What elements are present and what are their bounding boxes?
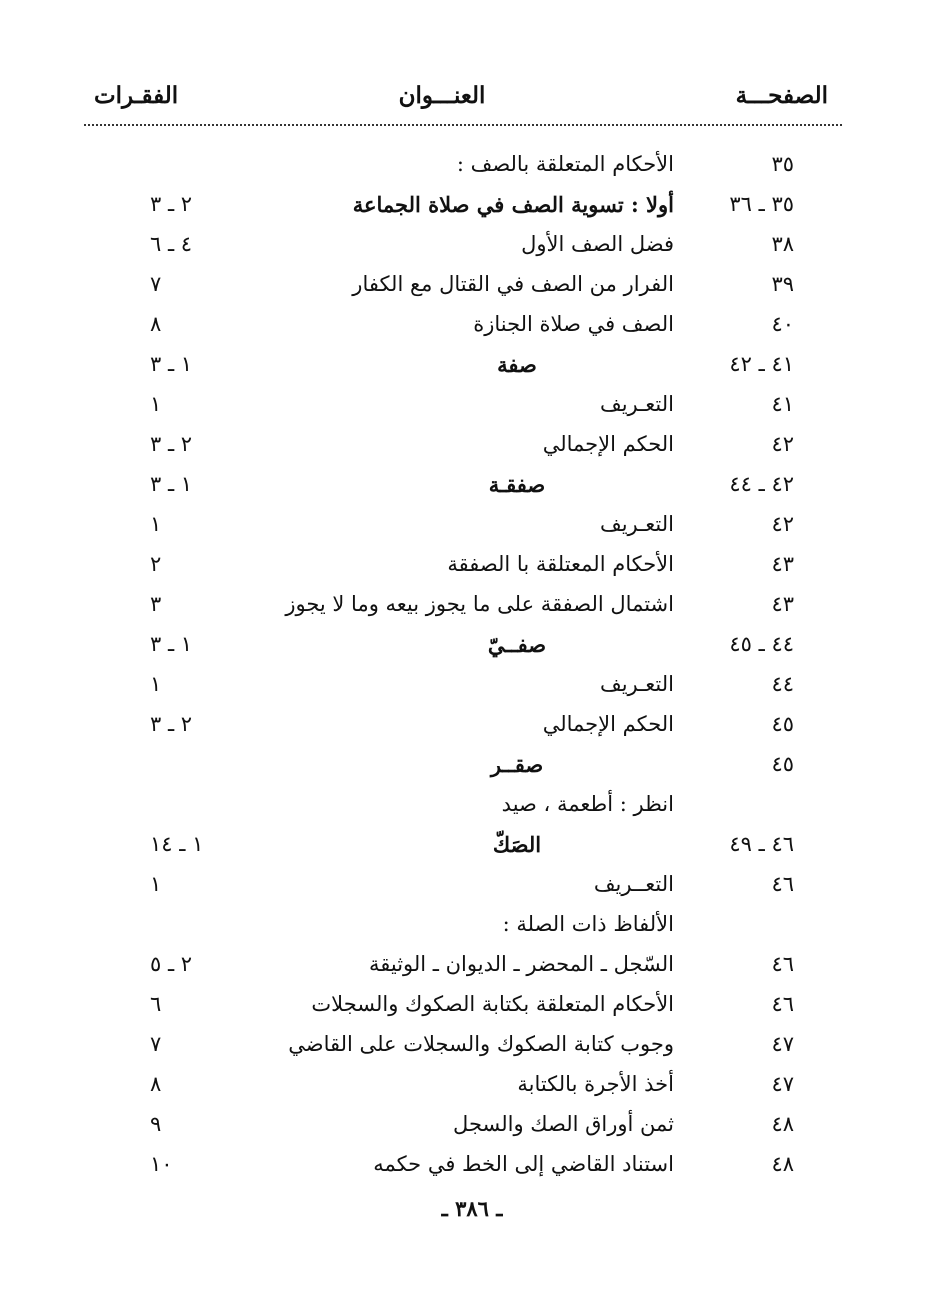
row-paragraphs: ١ [150,512,162,536]
page-number: ـ ٣٨٦ ـ [441,1196,503,1221]
index-table [0,146,944,1186]
row-page-number: ٤٧ [771,1032,794,1056]
row-title: الصف في صلاة الجنازة [473,312,674,336]
row-page-number: ٤٨ [771,1152,794,1176]
row-paragraphs: ٢ ـ ٣ [150,432,193,456]
row-page-number: ٤٤ ـ ٤٥ [729,632,794,656]
row-paragraphs: ٩ [150,1112,162,1136]
table-row [0,1026,944,1066]
header-title-text: العنـــوان [398,82,486,109]
row-paragraphs: ١٠ [150,1152,173,1176]
table-row [0,706,944,746]
row-paragraphs: ١ ـ ٣ [150,472,193,496]
row-paragraphs: ٨ [150,312,162,336]
row-title: السّجل ـ المحضر ـ الديوان ـ الوثيقة [368,952,674,976]
row-paragraphs: ٦ [150,992,162,1016]
table-row [0,746,944,786]
table-row [0,586,944,626]
row-paragraphs: ١ ـ ٣ [150,352,193,376]
table-row [0,826,944,866]
table-row [0,346,944,386]
row-title: الفرار من الصف في القتال مع الكفار [352,272,674,296]
row-title: الأحكام المتعلقة بكتابة الصكوك والسجلات [311,992,674,1016]
row-title: التعـريف [599,512,674,536]
table-row [0,666,944,706]
row-page-number: ٣٩ [771,272,794,296]
table-row [0,306,944,346]
row-page-number: ٤٦ ـ ٤٩ [729,832,794,856]
table-row [0,986,944,1026]
table-row [0,1146,944,1186]
row-title: استناد القاضي إلى الخط في حكمه [373,1152,674,1176]
row-paragraphs: ٢ ـ ٣ [150,192,193,216]
row-title: الحكم الإجمالي [542,712,674,736]
row-title: صفــيّ [487,632,547,657]
row-title: صفة [497,352,537,377]
table-row [0,906,944,946]
table-row [0,466,944,506]
table-row [0,266,944,306]
table-row [0,626,944,666]
header-paragraphs-label: الفقـرات [94,82,179,109]
row-page-number: ٤٦ [771,872,794,896]
table-row [0,546,944,586]
table-row [0,946,944,986]
row-paragraphs: ٢ [150,552,162,576]
row-page-number: ٣٨ [771,232,794,256]
row-title: التعــريف [593,872,674,896]
table-row [0,146,944,186]
row-page-number: ٤٨ [771,1112,794,1136]
row-paragraphs: ١ ـ ١٤ [150,832,204,856]
row-page-number: ٤٦ [771,952,794,976]
row-paragraphs: ٣ [150,592,162,616]
row-page-number: ٤١ [771,392,794,416]
row-page-number: ٤٧ [771,1072,794,1096]
row-paragraphs: ١ [150,672,162,696]
row-paragraphs: ٧ [150,1032,162,1056]
row-paragraphs: ٢ ـ ٥ [150,952,193,976]
row-paragraphs: ١ [150,392,162,416]
table-row [0,1106,944,1146]
row-title: التعـريف [599,392,674,416]
row-page-number: ٤٦ [771,992,794,1016]
row-paragraphs: ٤ ـ ٦ [150,232,193,256]
row-title: الألفاظ ذات الصلة : [502,912,674,936]
row-page-number: ٤٤ [771,672,794,696]
row-page-number: ٤١ ـ ٤٢ [729,352,794,376]
table-row [0,186,944,226]
row-page-number: ٣٥ ـ ٣٦ [729,192,794,216]
row-page-number: ٤٣ [771,592,794,616]
row-page-number: ٤٢ [771,512,794,536]
table-row [0,426,944,466]
row-title: صقــر [490,752,544,777]
row-title: الحكم الإجمالي [542,432,674,456]
row-title: ثمن أوراق الصك والسجل [453,1112,674,1136]
row-page-number: ٤٢ [771,432,794,456]
row-paragraphs: ٢ ـ ٣ [150,712,193,736]
row-paragraphs: ٧ [150,272,162,296]
row-paragraphs: ١ ـ ٣ [150,632,193,656]
row-title: الصَكّ [492,832,542,857]
row-page-number: ٤٠ [771,312,794,336]
row-page-number: ٤٢ ـ ٤٤ [729,472,794,496]
header-page-label: الصفحـــة [735,82,828,109]
table-row [0,506,944,546]
row-page-number: ٤٣ [771,552,794,576]
row-paragraphs: ١ [150,872,162,896]
table-row [0,226,944,266]
row-page-number: ٤٥ [771,752,794,776]
row-title: فضل الصف الأول [521,232,674,256]
row-title: أخذ الأجرة بالكتابة [517,1072,674,1096]
row-title: صفقـة [488,472,546,497]
table-row [0,786,944,826]
row-title: اشتمال الصفقة على ما يجوز بيعه وما لا يجوز [285,592,674,616]
row-title: التعـريف [599,672,674,696]
row-paragraphs: ٨ [150,1072,162,1096]
table-row [0,1066,944,1106]
row-title: انظر : أطعمة ، صيد [501,792,674,816]
dotted-divider [84,124,842,126]
row-title: وجوب كتابة الصكوك والسجلات على القاضي [288,1032,674,1056]
row-title: أولا : تسوية الصف في صلاة الجماعة [352,192,674,217]
row-page-number: ٣٥ [771,152,794,176]
table-row [0,386,944,426]
row-page-number: ٤٥ [771,712,794,736]
row-title: الأحكام المتعلقة بالصف : [456,152,674,176]
row-title: الأحكام المعتلقة با الصفقة [447,552,674,576]
table-row [0,866,944,906]
